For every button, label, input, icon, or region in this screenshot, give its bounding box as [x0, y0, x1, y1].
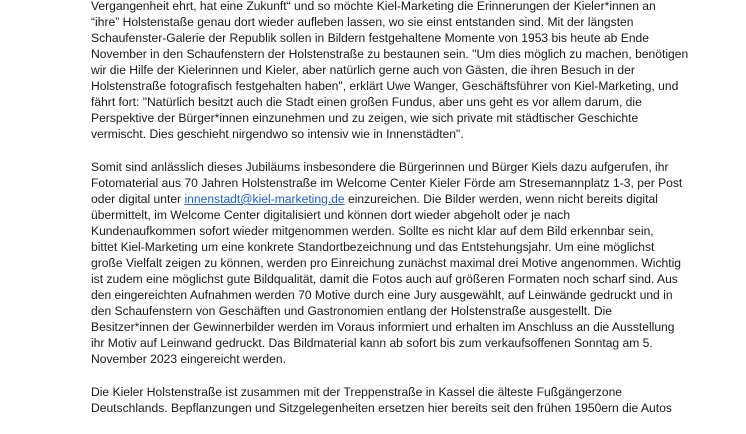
text-line: Die Kieler Holstenstraße ist zusammen mit der Treppenstraße in Kassel die älteste Fußgängerzone [91, 385, 623, 399]
text-segment: oder digital unter [91, 192, 185, 206]
text-line: ist zudem eine möglichst gute Bildqualität, damit die Fotos auch auf größeren Formaten noch scharf sind. Aus [91, 272, 678, 286]
text-line: Fotomaterial aus 70 Jahren Holstenstraße im Welcome Center Kieler Förde am Stresemannplatz 1-3, per Post [91, 176, 683, 190]
text-line: große Vielfalt zeigen zu können, werden pro Einreichung zunächst maximal drei Motive angenommen. Wichtig [91, 256, 681, 270]
text-line: November in den Schaufenstern der Holstenstraße zu bestaunen sein. "Um dies möglich zu machen, benötigen [91, 47, 689, 61]
text-line-with-link [91, 191, 658, 207]
text-line: Holstenstraße fotografisch festgehalten haben", erklärt Uwe Wanger, Geschäftsführer von Kiel-Marketing, und [91, 79, 679, 93]
text-line: Somit sind anlässlich dieses Jubiläums insbesondere die Bürgerinnen und Bürger Kiels dazu aufgerufen, ihr [91, 160, 669, 174]
text-line: Perspektive der Bürger*innen einzunehmen und zu zeigen, wie sich private mit städtischer Geschichte [91, 111, 639, 125]
text-line: den eingereichten Aufnahmen werden 70 Motive durch eine Jury ausgewählt, auf Leinwände gedruckt und in [91, 288, 673, 302]
text-line: übermittelt, im Welcome Center digitalisiert und können dort wieder abgeholt oder je nach [91, 208, 571, 222]
text-segment: einzureichen. Die Bilder werden, wenn nicht bereits digital [344, 192, 658, 206]
text-line: “ihre” Holstenstaße genau dort wieder aufleben lassen, wo sie einst entstanden sind. Mit der längsten [91, 15, 634, 29]
text-line: Kundenaufkommen sofort wieder mitgenommen werden. Sollte es nicht klar auf dem Bild erkennbar sein, [91, 224, 654, 238]
text-line: Besitzer*innen der Gewinnerbilder werden im Voraus informiert und erhalten im Anschluss an die Ausstellung [91, 320, 675, 334]
text-line: den Schaufenstern von Geschäften und Gastronomien entlang der Holstenstraße ausgestellt. Die [91, 304, 613, 318]
text-line: Schaufenster-Galerie der Republik sollen in Bildern festgehaltene Momente von 1953 bis heute ab Ende [91, 31, 650, 45]
text-line: ihr Motiv auf Leinwand gedruckt. Das Bildmaterial kann ab sofort bis zum verkaufsoffenen Sonntag am 5. [91, 336, 653, 350]
text-line: bittet Kiel-Marketing um eine konkrete Standortbezeichnung und das Entstehungsjahr. Um eine möglichst [91, 240, 655, 254]
text-line: vermischt. Dies geschieht nirgendwo so intensiv wie in Innenstädten". [91, 127, 464, 141]
text-line: November 2023 eingereicht werden. [91, 352, 286, 366]
text-line: Vergangenheit ehrt, hat eine Zukunft“ und so möchte Kiel-Marketing die Erinnerungen der Kieler*innen an [91, 0, 656, 13]
text-line: Deutschlands. Bepflanzungen und Sitzgelegenheiten ersetzen hier bereits seit den frühen 1950ern die Autos [91, 401, 672, 415]
email-link[interactable]: innenstadt@kiel-marketing.de [184, 192, 345, 206]
text-line: fährt fort: "Natürlich besitzt auch die Stadt einen großen Fundus, aber uns geht es vor allem darum, die [91, 95, 642, 109]
text-line: wir die Hilfe der Kielerinnen und Kieler, aber natürlich gerne auch von Gästen, die ihren Besuch in der [91, 63, 635, 77]
